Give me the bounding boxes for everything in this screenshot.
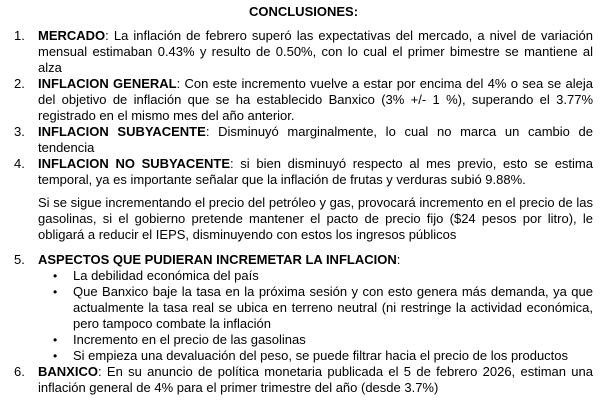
conclusions-list bbox=[0, 28, 607, 396]
item-text: En su anuncio de política monetaria publicada el 5 de febrero 2026, estiman una inflación general de 4% para el primer trimestre del año (desde 3.7%) bbox=[38, 364, 593, 395]
list-item-aspectos bbox=[14, 252, 593, 364]
item-text: Con este incremento vuelve a estar por encima del 4% o sea se aleja del objetivo de inflación que se ha establecido Banxico (3% +/- 1 %), superando el 3.77% registrado en el mismo mes del año anterior. bbox=[38, 76, 593, 123]
item-heading: MERCADO bbox=[38, 28, 106, 43]
bullet-icon: • bbox=[53, 269, 58, 283]
item-number: 2. bbox=[14, 76, 25, 91]
list-item-mercado bbox=[14, 28, 593, 76]
bullet-item bbox=[53, 332, 593, 348]
item-text: Disminuyó marginalmente, lo cual no marca un cambio de tendencia bbox=[38, 124, 593, 155]
bullet-icon: • bbox=[53, 285, 58, 299]
item-number: 5. bbox=[14, 252, 25, 267]
item-number: 3. bbox=[14, 124, 25, 139]
bullet-text: Que Banxico baje la tasa en la próxima sesión y con esto genera más demanda, ya que actualmente la tasa real se ubica en terreno neutral (ni restringe la actividad económica, pero tampoco combate la inflación bbox=[73, 284, 593, 331]
bullet-item bbox=[53, 348, 593, 364]
inserted-paragraph: Si se sigue incrementando el precio del petróleo y gas, provocará incremento en el precio de las gasolinas, si el gobierno pretende mantener el pacto de precio fijo ($24 pesos por litro), le obligará a reducir el IEPS, disminuyendo con estos los ingresos públicos bbox=[38, 195, 593, 242]
bullet-icon: • bbox=[53, 333, 58, 347]
item-heading-separator: : bbox=[176, 76, 181, 91]
item-number: 1. bbox=[14, 28, 25, 43]
item-number: 4. bbox=[14, 156, 25, 171]
item-heading: BANXICO bbox=[38, 364, 98, 379]
document-title: CONCLUSIONES: bbox=[248, 4, 359, 19]
item-heading-separator: : bbox=[396, 252, 401, 267]
item-text: La inflación de febrero superó las expectativas del mercado, a nivel de variación mensual estimaban 0.43% y resulto de 0.50%, con lo cual el primer bimestre se mantiene al alza bbox=[38, 28, 593, 75]
item-text: si bien disminuyó respecto al mes previo, esto se estima temporal, ya es importante señalar que la inflación de frutas y verduras subió 9.88%. bbox=[38, 156, 593, 187]
bullet-item bbox=[53, 284, 593, 332]
item-heading-separator: : bbox=[97, 364, 102, 379]
list-item-inflacion-no-subyacente bbox=[14, 156, 593, 188]
item-heading: INFLACION SUBYACENTE bbox=[38, 124, 206, 139]
list-item-inflacion-subyacente bbox=[14, 124, 593, 156]
item-heading-separator: : bbox=[105, 28, 109, 43]
item-heading-separator: : bbox=[230, 156, 234, 171]
item-heading: INFLACION NO SUBYACENTE bbox=[38, 156, 230, 171]
item-number: 6. bbox=[14, 364, 25, 379]
list-item-inflacion-general bbox=[14, 76, 593, 124]
bullet-text: La debilidad económica del país bbox=[73, 268, 259, 283]
item-heading: ASPECTOS QUE PUDIERAN INCREMETAR LA INFLACION bbox=[38, 252, 397, 267]
bullet-text: Si empieza una devaluación del peso, se puede filtrar hacia el precio de los productos bbox=[73, 348, 569, 363]
item-heading: INFLACION GENERAL bbox=[38, 76, 177, 91]
bullet-icon: • bbox=[53, 349, 58, 363]
bullet-text: Incremento en el precio de las gasolinas bbox=[73, 332, 306, 347]
item-heading-separator: : bbox=[205, 124, 210, 139]
bullet-list bbox=[38, 268, 593, 364]
bullet-item bbox=[53, 268, 593, 284]
list-item-banxico bbox=[14, 364, 593, 396]
